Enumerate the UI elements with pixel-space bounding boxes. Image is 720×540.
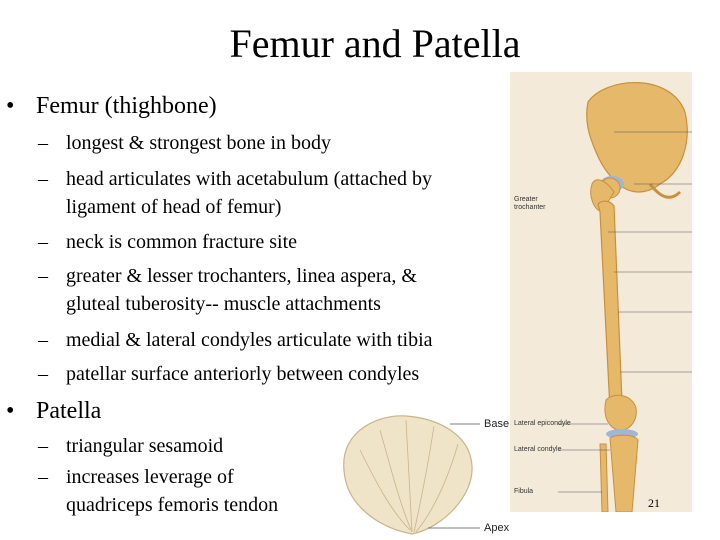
dash: – xyxy=(38,363,48,385)
dash: – xyxy=(38,466,48,488)
dash: – xyxy=(38,329,48,351)
dash: – xyxy=(38,132,48,154)
patella-bone xyxy=(344,416,472,534)
sub-bullet-text: medial & lateral condyles articulate with tibia xyxy=(66,329,433,351)
page-number: 21 xyxy=(648,496,660,510)
sub-bullet-text: increases leverage of xyxy=(66,466,234,488)
bullet-text: Femur (thighbone) xyxy=(36,93,217,119)
sub-bullet-text: quadriceps femoris tendon xyxy=(66,494,279,516)
sub-bullet-text: greater & lesser trochanters, linea aspera, & xyxy=(66,265,417,287)
label-lateral-epicondyle: Lateral epicondyle xyxy=(514,420,571,427)
femur-illustration xyxy=(510,72,692,512)
label-base: Base xyxy=(484,418,510,430)
label-line: Greater xyxy=(514,196,538,203)
sub-bullet-text: neck is common fracture site xyxy=(66,231,298,253)
label-line: trochanter xyxy=(514,204,546,211)
sub-bullet-text: longest & strongest bone in body xyxy=(66,132,331,154)
tibia xyxy=(610,435,638,512)
label-lateral-condyle: Lateral condyle xyxy=(514,446,562,453)
dash: – xyxy=(38,231,48,253)
bullet-dot: • xyxy=(6,398,15,424)
sub-bullet-text: triangular sesamoid xyxy=(66,435,224,457)
sub-bullet-text: head articulates with acetabulum (attached by xyxy=(66,168,432,190)
sub-bullet-text: gluteal tuberosity-- muscle attachments xyxy=(66,293,381,315)
dash: – xyxy=(38,265,48,287)
dash: – xyxy=(38,168,48,190)
label-fibula: Fibula xyxy=(514,488,534,495)
fibula-bone xyxy=(600,444,608,512)
femur-shaft xyxy=(598,201,622,412)
slide-title: Femur and Patella xyxy=(229,21,521,66)
dash: – xyxy=(38,435,48,457)
hip-bone xyxy=(587,83,688,192)
label-apex: Apex xyxy=(484,522,510,534)
sub-bullet-text: ligament of head of femur) xyxy=(66,196,282,218)
sub-bullet-text: patellar surface anteriorly between condyles xyxy=(66,363,420,385)
bullet-dot: • xyxy=(6,93,15,119)
femur-condyles xyxy=(605,395,636,430)
label-greater-trochanter xyxy=(514,196,546,212)
bullet-text: Patella xyxy=(36,398,102,424)
